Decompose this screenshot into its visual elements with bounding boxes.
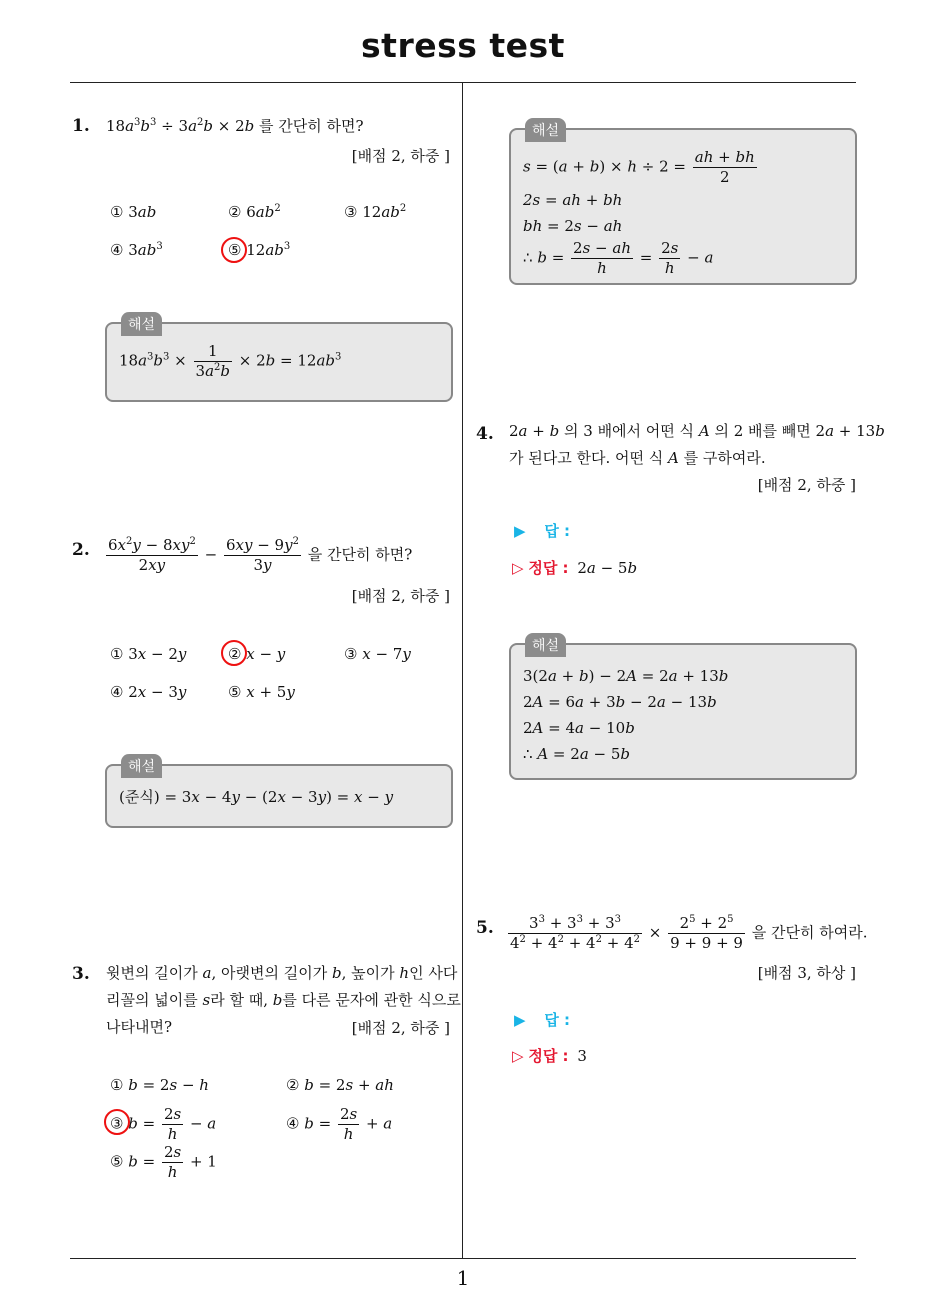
explanation-tag: 해설: [525, 633, 566, 657]
question-meta: [배점 2, 하중 ]: [351, 587, 450, 605]
question-number: 3.: [72, 964, 90, 984]
correct-arrow-icon: ▷: [512, 559, 524, 577]
correct-answer: ▷ 정답 : 3: [512, 1047, 587, 1065]
question-text: 2a + b 의 3 배에서 어떤 식 A 의 2 배를 빼면 2a + 13b 가 된다고 한다. 어떤 식 A 를 구하여라.: [509, 422, 885, 467]
question-text: $18a^3b^3 \div 3a^2b \times 2b$ 를 간단히 하면?: [106, 117, 364, 135]
explanation-box: [105, 317, 453, 402]
option-2[interactable]: ② x − y: [228, 645, 286, 663]
question-text: $\frac{6x^2y - 8xy^2}{2xy}$ − $\frac{6xy - 9y^2}{3y}$ 을 간단히 하면?: [108, 536, 413, 574]
option-4[interactable]: ④ b = $\frac{2s}{h}$ + a: [286, 1105, 393, 1143]
question-meta: [배점 2, 하중 ]: [351, 1019, 450, 1037]
explanation-box: [105, 759, 453, 828]
option-4[interactable]: ④ 2x − 3y: [110, 683, 187, 701]
explanation-box: [509, 638, 857, 780]
correct-arrow-icon: ▷: [512, 1047, 524, 1065]
column-divider: [462, 83, 463, 1259]
option-5[interactable]: ⑤ x + 5y: [228, 683, 295, 701]
explanation-content: 3(2a + b) − 2A = 2a + 13b 2A = 6a + 3b − 2a − 13b 2A = 4a − 10b ∴ A = 2a − 5b: [523, 667, 729, 763]
explanation-tag: 해설: [121, 754, 162, 778]
correct-answer: ▷ 정답 : 2a − 5b: [512, 559, 638, 577]
answer-mark: [221, 640, 247, 666]
option-1[interactable]: ① 3ab: [110, 203, 157, 221]
explanation-content: $18a^3b^3$ × $\frac{1}{3a^2b}$ × $2b = 12ab^3$: [119, 342, 342, 380]
answer-arrow-icon: ▶: [514, 1011, 526, 1029]
answer-mark: [104, 1109, 130, 1135]
question-number: 4.: [476, 424, 494, 444]
option-1[interactable]: ① b = 2s − h: [110, 1076, 209, 1094]
option-5[interactable]: ⑤ $12ab^3$: [228, 241, 291, 259]
question-text: 윗변의 길이가 a, 아랫변의 길이가 b, 높이가 h인 사다 리꼴의 넓이를 s라 할 때, b를 다른 문자에 관한 식으로 나타내면?: [106, 964, 461, 1036]
explanation-box: [509, 123, 857, 285]
answer-field[interactable]: ▶ 답 :: [514, 1011, 571, 1029]
question-number: 2.: [72, 540, 90, 560]
option-2[interactable]: ② b = 2s + ah: [286, 1076, 394, 1094]
question-meta: [배점 2, 하중 ]: [351, 147, 450, 165]
answer-mark: [221, 237, 247, 263]
page-title: stress test: [361, 26, 565, 65]
question-meta: [배점 3, 하상 ]: [757, 964, 856, 982]
option-3[interactable]: ③ b = $\frac{2s}{h}$ − a: [110, 1105, 217, 1143]
option-3[interactable]: ③ x − 7y: [344, 645, 411, 663]
page-number: 1: [456, 1266, 470, 1290]
question-text: $\frac{3^3 + 3^3 + 3^3}{4^2 + 4^2 + 4^2 + 4^2}$ × $\frac{2^5 + 2^5}{9 + 9 + 9}$ 을 간단히 하여라.: [510, 914, 868, 952]
question-meta: [배점 2, 하중 ]: [757, 476, 856, 494]
footer-rule: [70, 1258, 856, 1259]
question-number: 5.: [476, 918, 494, 938]
explanation-content: (준식) = 3x − 4y − (2x − 3y) = x − y: [119, 788, 394, 806]
question-number: 1.: [72, 116, 90, 136]
option-5[interactable]: ⑤ b = $\frac{2s}{h}$ + 1: [110, 1143, 217, 1181]
answer-field[interactable]: ▶ 답 :: [514, 522, 571, 540]
option-3[interactable]: ③ $12ab^2$: [344, 203, 407, 221]
explanation-tag: 해설: [121, 312, 162, 336]
answer-arrow-icon: ▶: [514, 522, 526, 540]
option-2[interactable]: ② $6ab^2$: [228, 203, 281, 221]
option-1[interactable]: ① 3x − 2y: [110, 645, 187, 663]
explanation-content: s = (a + b) × h ÷ 2 = $\frac{ah + bh}{2}$ 2s = ah + bh bh = 2s − ah ∴ b = $\frac{2s - ah}{h}$ = $\frac{2s}{h}$ − a: [523, 148, 755, 277]
explanation-tag: 해설: [525, 118, 566, 142]
option-4[interactable]: ④ $3ab^3$: [110, 241, 163, 259]
